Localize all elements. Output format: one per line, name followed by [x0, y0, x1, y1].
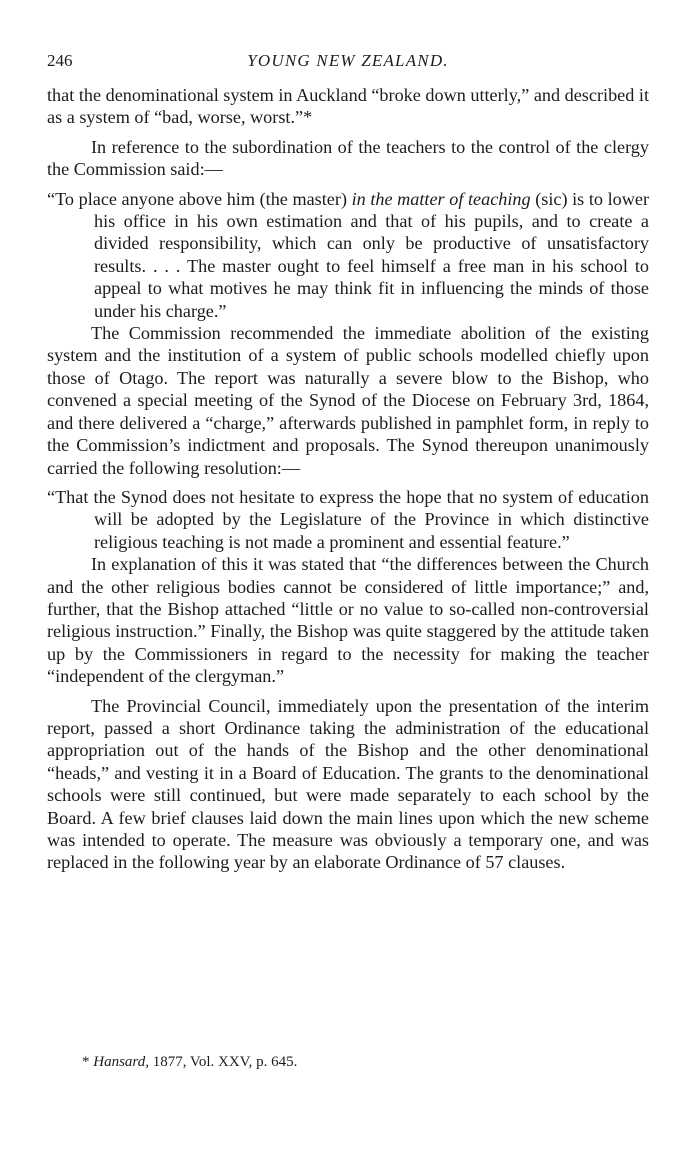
footnote-marker: *	[82, 1054, 94, 1070]
footnote-source: Hansard,	[93, 1054, 149, 1070]
paragraph-explanation: In explanation of this it was stated that “the differences between the Church and the other religious bodies cannot be considered of little importance;” and, further, that the Bishop attached “little or no value to so-called non-controversial religious instruction.” Finally, the Bishop was quite staggered by the attitude taken up by the Commissioners in regard to the necessity for making the teacher “independent of the clergyman.”	[47, 554, 649, 687]
paragraph-commission-recommended: The Commission recommended the immediate abolition of the existing system and the institution of a system of public schools modelled chiefly upon those of Otago. The report was naturally a severe blow to the Bishop, who convened a special meeting of the Synod of the Diocese on February 3rd, 1864, and there delivered a “charge,” afterwards published in pamphlet form, in reply to the Commission’s indictment and proposals. The Synod thereupon unanimously carried the following resolution:—	[47, 323, 649, 478]
paragraph-continuation: that the denominational system in Auckland “broke down utterly,” and described it as a system of “bad, worse, worst.”*	[47, 85, 649, 128]
body-text	[47, 84, 649, 881]
footnote	[82, 1052, 297, 1072]
footnote-citation: 1877, Vol. XXV, p. 645.	[148, 1054, 298, 1070]
quote-text-start: “To place anyone above him (the master)	[47, 188, 352, 209]
quote-text-end: (sic) is to lower his office in his own estimation and that of his pupils, and to create a divided responsibility, which can only be productive of unsatisfactory results. . . . The master ought to feel himself a free man in his school to appeal to what motives he may think fit in influencing the minds of those under his charge.”	[94, 188, 649, 321]
paragraph-provincial-council: The Provincial Council, immediately upon the presentation of the interim report, passed a short Ordinance taking the administration of the educational appropriation out of the hands of the Bishop and the other denominational “heads,” and vesting it in a Board of Education. The grants to the denominational schools were still continued, but were made separately to each school by the Board. A few brief clauses laid down the main lines upon which the new scheme was intended to operate. The measure was obviously a temporary one, and was replaced in the following year by an elaborate Ordinance of 57 clauses.	[47, 695, 649, 873]
block-quote-commission	[47, 188, 649, 322]
paragraph-commission-said: In reference to the subordination of the teachers to the control of the clergy the Commission said:—	[47, 136, 649, 180]
running-head	[47, 50, 649, 72]
block-quote-synod-resolution: “That the Synod does not hesitate to express the hope that no system of education will be adopted by the Legislature of the Province in which distinctive religious teaching is not made a prominent and essential feature.”	[47, 486, 649, 552]
running-title: YOUNG NEW ZEALAND.	[247, 51, 449, 70]
quote-italic-phrase: in the matter of teaching	[351, 188, 531, 209]
page-number: 246	[47, 51, 73, 70]
